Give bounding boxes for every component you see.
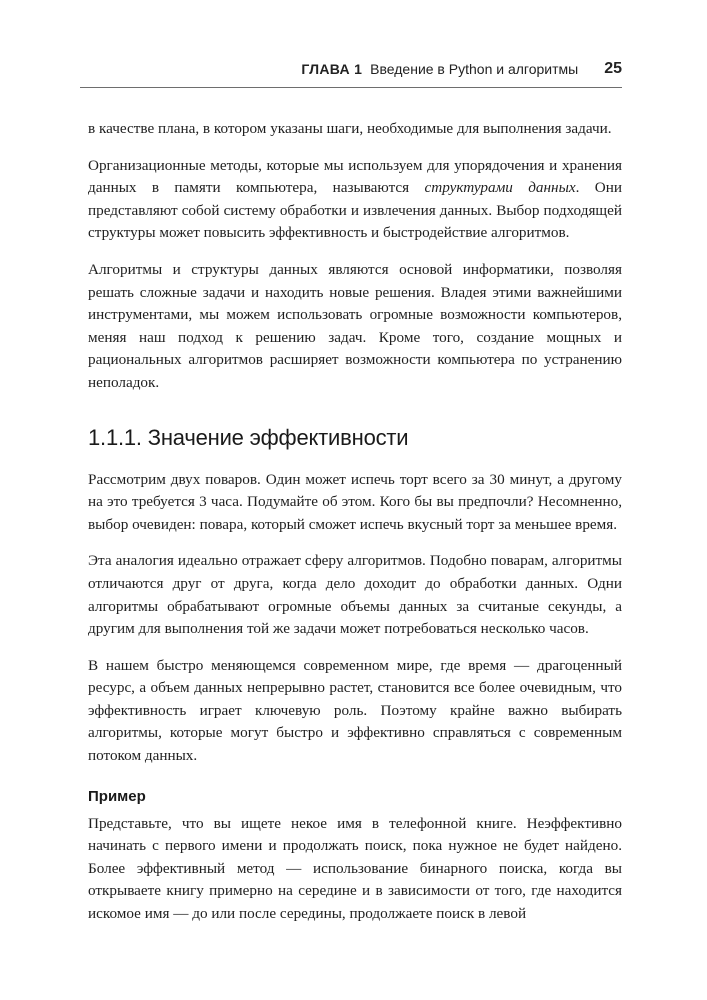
- paragraph-text: Организационные методы, которые мы используем для упорядочения и хранения данных в памяти компьютера, называются: [88, 156, 622, 197]
- paragraph-data-structures: [88, 155, 622, 245]
- paragraph: Алгоритмы и структуры данных являются основой информатики, позволяя решать сложные задачи и находить новые решения. Владея этими важнейшими инструментами, мы можем использовать огромные возможности компьютеров, меняя наш подход к решению задач. Кроме того, создание мощных и рациональных алгоритмов расширяет возможности компьютера по устранению неполадок.: [88, 260, 622, 391]
- paragraph-text: . Они представляют собой систему обработки и извлечения данных. Выбор подходящей структуры может повысить эффективность и быстродействие алгоритмов.: [88, 179, 622, 242]
- chapter-title: Введение в Python и алгоритмы: [370, 61, 579, 77]
- chapter-label: ГЛАВА 1: [301, 61, 363, 77]
- page-number: 25: [604, 60, 622, 77]
- paragraph: Эта аналогия идеально отражает сферу алгоритмов. Подобно поварам, алгоритмы отличаются друг от друга, когда дело доходит до обработки данных. Одни алгоритмы обрабатывают огромные объемы данных за считаные секунды, а другим для выполнения той же задачи может потребоваться несколько часов.: [88, 552, 622, 638]
- emphasized-term: структурами данных: [424, 179, 576, 197]
- subheading: Пример: [88, 787, 146, 805]
- running-header: [80, 56, 622, 82]
- page-body: [88, 118, 622, 940]
- header-rule: [80, 87, 622, 88]
- section-heading: 1.1.1. Значение эффективности: [88, 424, 409, 450]
- paragraph: В нашем быстро меняющемся современном мире, где время — драгоценный ресурс, а объем данных непрерывно растет, становится все более очевидным, что эффективность играет ключевую роль. Поэтому крайне важно выбирать алгоритмы, которые могут быстро и эффективно справляться с современным потоком данных.: [88, 656, 622, 765]
- paragraph: Рассмотрим двух поваров. Один может испечь торт всего за 30 минут, а другому на это требуется 3 часа. Подумайте об этом. Кого бы вы предпочли? Несомненно, выбор очевиден: повара, который сможет испечь вкусный торт за меньшее время.: [88, 470, 622, 533]
- paragraph: в качестве плана, в котором указаны шаги, необходимые для выполнения задачи.: [88, 120, 612, 137]
- paragraph: Представьте, что вы ищете некое имя в телефонной книге. Неэффективно начинать с первого имени и продолжать поиск, пока нужное не будет найдено. Более эффективный метод — использование бинарного поиска, когда вы открываете книгу примерно на середине и в зависимости от того, где находится искомое имя — до или после середины, продолжаете поиск в левой: [88, 814, 622, 923]
